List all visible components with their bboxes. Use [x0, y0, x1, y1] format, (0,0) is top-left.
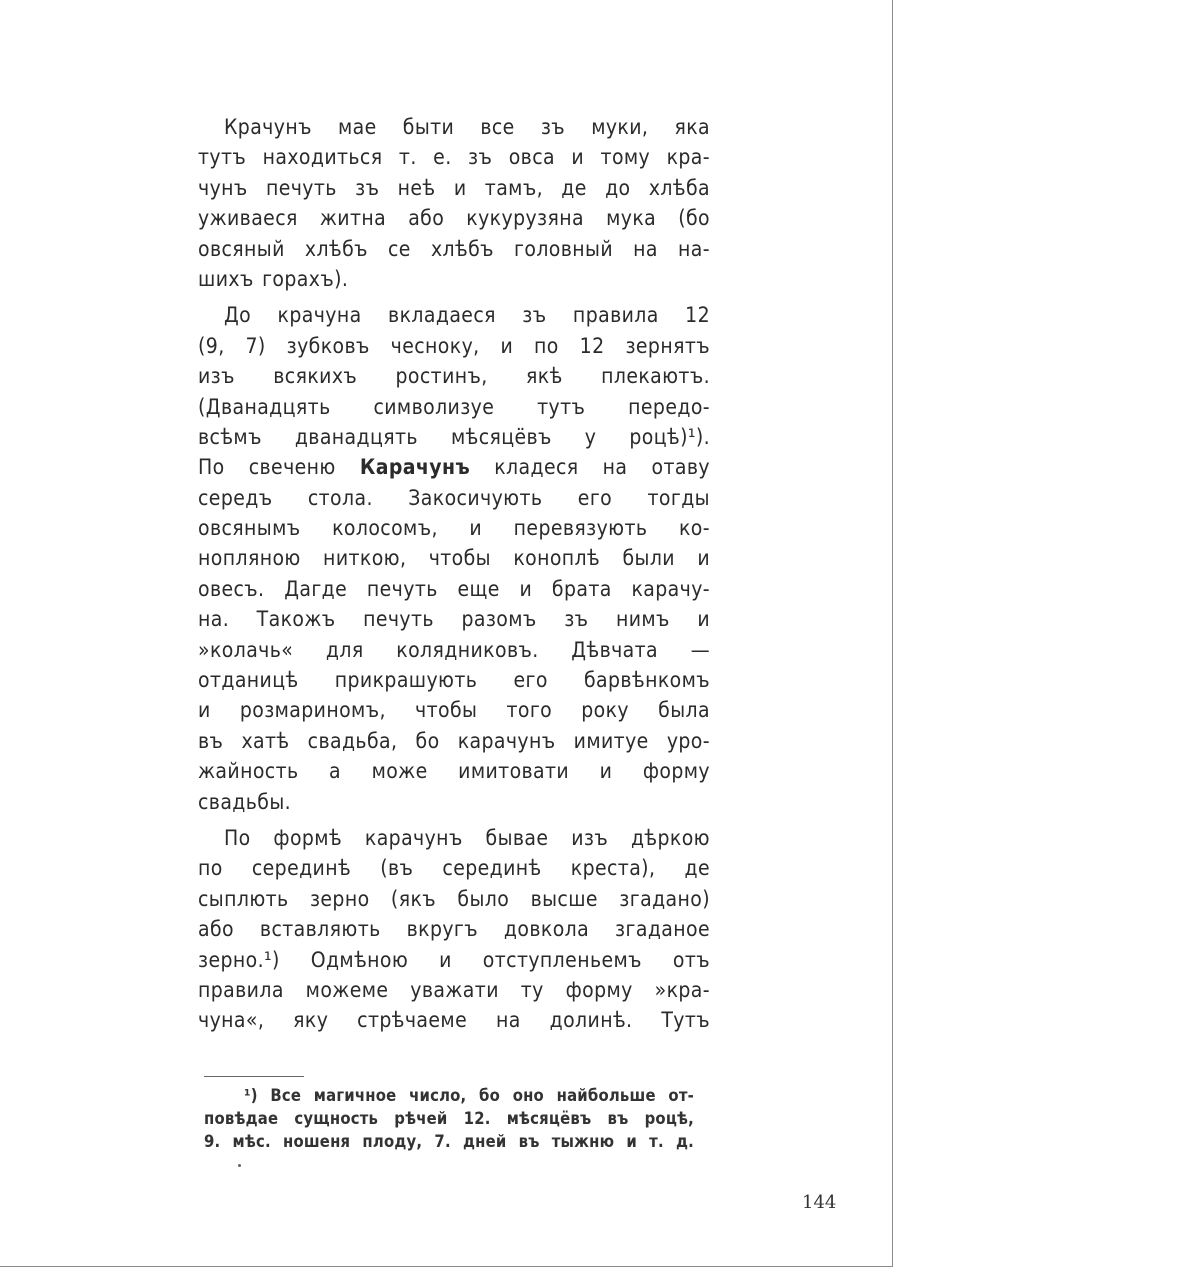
text-line: (Дванадцять символизуе тутъ передо-	[198, 394, 710, 419]
text-line: середъ стола. Закосичують его тогды	[198, 485, 710, 510]
text-line: чунъ печуть зъ неѣ и тамъ, де до хлѣба	[198, 175, 710, 200]
text-line: по серединѣ (въ серединѣ креста), де	[198, 856, 710, 881]
text-line: овсянымъ колосомъ, и перевязують ко-	[198, 516, 710, 541]
footnote-line: 9. мѣс. ношеня плоду, 7. дней въ тыжню и т. д.	[204, 1132, 694, 1151]
text-run: По свеченю	[198, 455, 360, 480]
text-line: уживаеся житна або кукурузяна мука (бо	[198, 206, 710, 231]
text-line: на. Такожъ печуть разомъ зъ нимъ и	[198, 607, 710, 632]
footnote-line: ¹) Все магичное число, бо оно найбольше от-	[244, 1086, 694, 1105]
text-line: свадьбы.	[198, 789, 292, 814]
scanned-text-block	[198, 112, 710, 1192]
text-line: зерно.¹) Одмѣною и отступленьемъ отъ	[198, 947, 710, 972]
text-line: чуна«, яку стрѣчаеме на долинѣ. Тутъ	[198, 1008, 710, 1033]
text-line: въ хатѣ свадьба, бо карачунъ имитуе уро-	[198, 728, 710, 753]
text-line: По формѣ карачунъ бывае изъ дѣркою	[224, 825, 710, 850]
text-run: кладеся на отаву	[470, 455, 711, 480]
text-line: (9, 7) зубковъ чесноку, и по 12 зернятъ	[198, 333, 710, 358]
text-line: »колачь« для колядниковъ. Дѣвчата —	[198, 637, 710, 662]
paragraph-2	[198, 300, 710, 817]
footnote-line: повѣдае сущность рѣчей 12. мѣсяцёвъ въ роцѣ,	[204, 1109, 694, 1128]
paragraph-1	[198, 112, 710, 294]
footnote-divider	[204, 1076, 304, 1077]
text-line: Крачунъ мае быти все зъ муки, яка	[224, 115, 710, 139]
text-line: До крачуна вкладаеся зъ правила 12	[224, 303, 710, 328]
text-line: овсяный хлѣбъ се хлѣбъ головный на на-	[198, 236, 710, 261]
text-line: або вставляють вкругъ довкола згаданое	[198, 917, 710, 942]
text-line: нопляною ниткою, чтобы коноплѣ были и	[198, 546, 710, 571]
scan-speck	[238, 1164, 241, 1167]
paragraph-3	[198, 823, 710, 1036]
body-text	[198, 112, 710, 1036]
text-line: шихъ горахъ).	[198, 266, 349, 291]
text-line: изъ всякихъ ростинъ, якѣ плекаютъ.	[198, 364, 710, 389]
emphasized-word: Карачунъ	[359, 455, 471, 480]
text-line: правила можеме уважати ту форму »кра-	[198, 977, 710, 1002]
footnote	[204, 1084, 694, 1153]
text-line: сыплють зерно (якъ было высше згадано)	[198, 886, 710, 911]
text-line-with-emphasis	[198, 452, 710, 482]
text-line: овесъ. Дагде печуть еще и брата карачу-	[198, 576, 710, 601]
text-line: жайность а може имитовати и форму	[198, 759, 710, 784]
text-line: и розмариномъ, чтобы того року была	[198, 698, 710, 723]
text-line: всѣмъ дванадцять мѣсяцёвъ у роцѣ)¹).	[198, 424, 710, 449]
text-line: отданицѣ прикрашують его барвѣнкомъ	[198, 668, 710, 693]
page-number: 144	[802, 1192, 837, 1213]
text-line: тутъ находиться т. е. зъ овса и тому кра-	[198, 145, 710, 170]
